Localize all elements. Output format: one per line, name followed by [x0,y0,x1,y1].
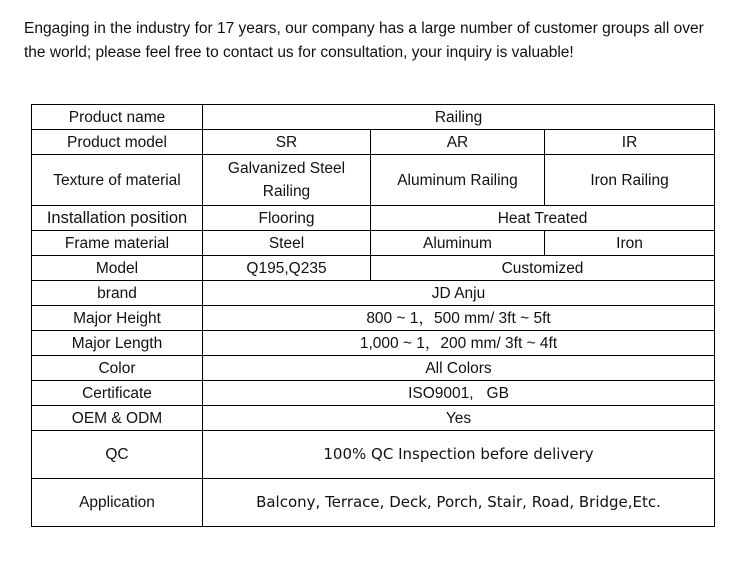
table-row [32,381,715,406]
cell-ir: Iron Railing [545,155,715,206]
table-row [32,431,715,479]
table-row [32,479,715,527]
row-value: Balcony, Terrace, Deck, Porch, Stair, Road, Bridge,Etc. [203,479,715,527]
table-row [32,206,715,231]
cell-rest: Customized [371,256,715,281]
cell-sr: Q195,Q235 [203,256,371,281]
table-row [32,281,715,306]
cell-ar: Aluminum [371,231,545,256]
row-value: ISO9001, GB [203,381,715,406]
row-label: Product model [32,130,203,155]
row-value: 800 ~ 1，500 mm/ 3ft ~ 5ft [203,306,715,331]
row-label: Major Length [32,331,203,356]
row-label: Major Height [32,306,203,331]
row-label: OEM & ODM [32,406,203,431]
table-row [32,406,715,431]
row-label: Installation position [32,206,203,231]
row-value: Railing [203,105,715,130]
row-value: All Colors [203,356,715,381]
row-label: Color [32,356,203,381]
table-row [32,105,715,130]
row-value: JD Anju [203,281,715,306]
cell-sr: SR [203,130,371,155]
table-row [32,256,715,281]
cell-sr: Flooring [203,206,371,231]
table-row [32,356,715,381]
cell-rest: Heat Treated [371,206,715,231]
cell-ir: IR [545,130,715,155]
row-label: Frame material [32,231,203,256]
table-row [32,130,715,155]
row-label: Application [32,479,203,527]
row-label: Product name [32,105,203,130]
spec-table [31,104,715,527]
cell-ar: AR [371,130,545,155]
table-row [32,331,715,356]
table-row [32,155,715,206]
row-label: Model [32,256,203,281]
cell-sr-text: Galvanized Steel Railing [227,160,346,200]
table-row [32,306,715,331]
row-value: Yes [203,406,715,431]
row-label: brand [32,281,203,306]
row-label: Texture of material [32,155,203,206]
row-value: 100% QC Inspection before delivery [203,431,715,479]
row-label: Certificate [32,381,203,406]
table-row [32,231,715,256]
cell-ir: Iron [545,231,715,256]
cell-sr: Steel [203,231,371,256]
intro-text: Engaging in the industry for 17 years, our company has a large number of customer groups all over the world; please feel free to contact us for consultation, your inquiry is valuable! [24,20,704,61]
row-label: QC [32,431,203,479]
row-value: 1,000 ~ 1，200 mm/ 3ft ~ 4ft [203,331,715,356]
cell-ar: Aluminum Railing [371,155,545,206]
cell-sr [203,155,371,206]
